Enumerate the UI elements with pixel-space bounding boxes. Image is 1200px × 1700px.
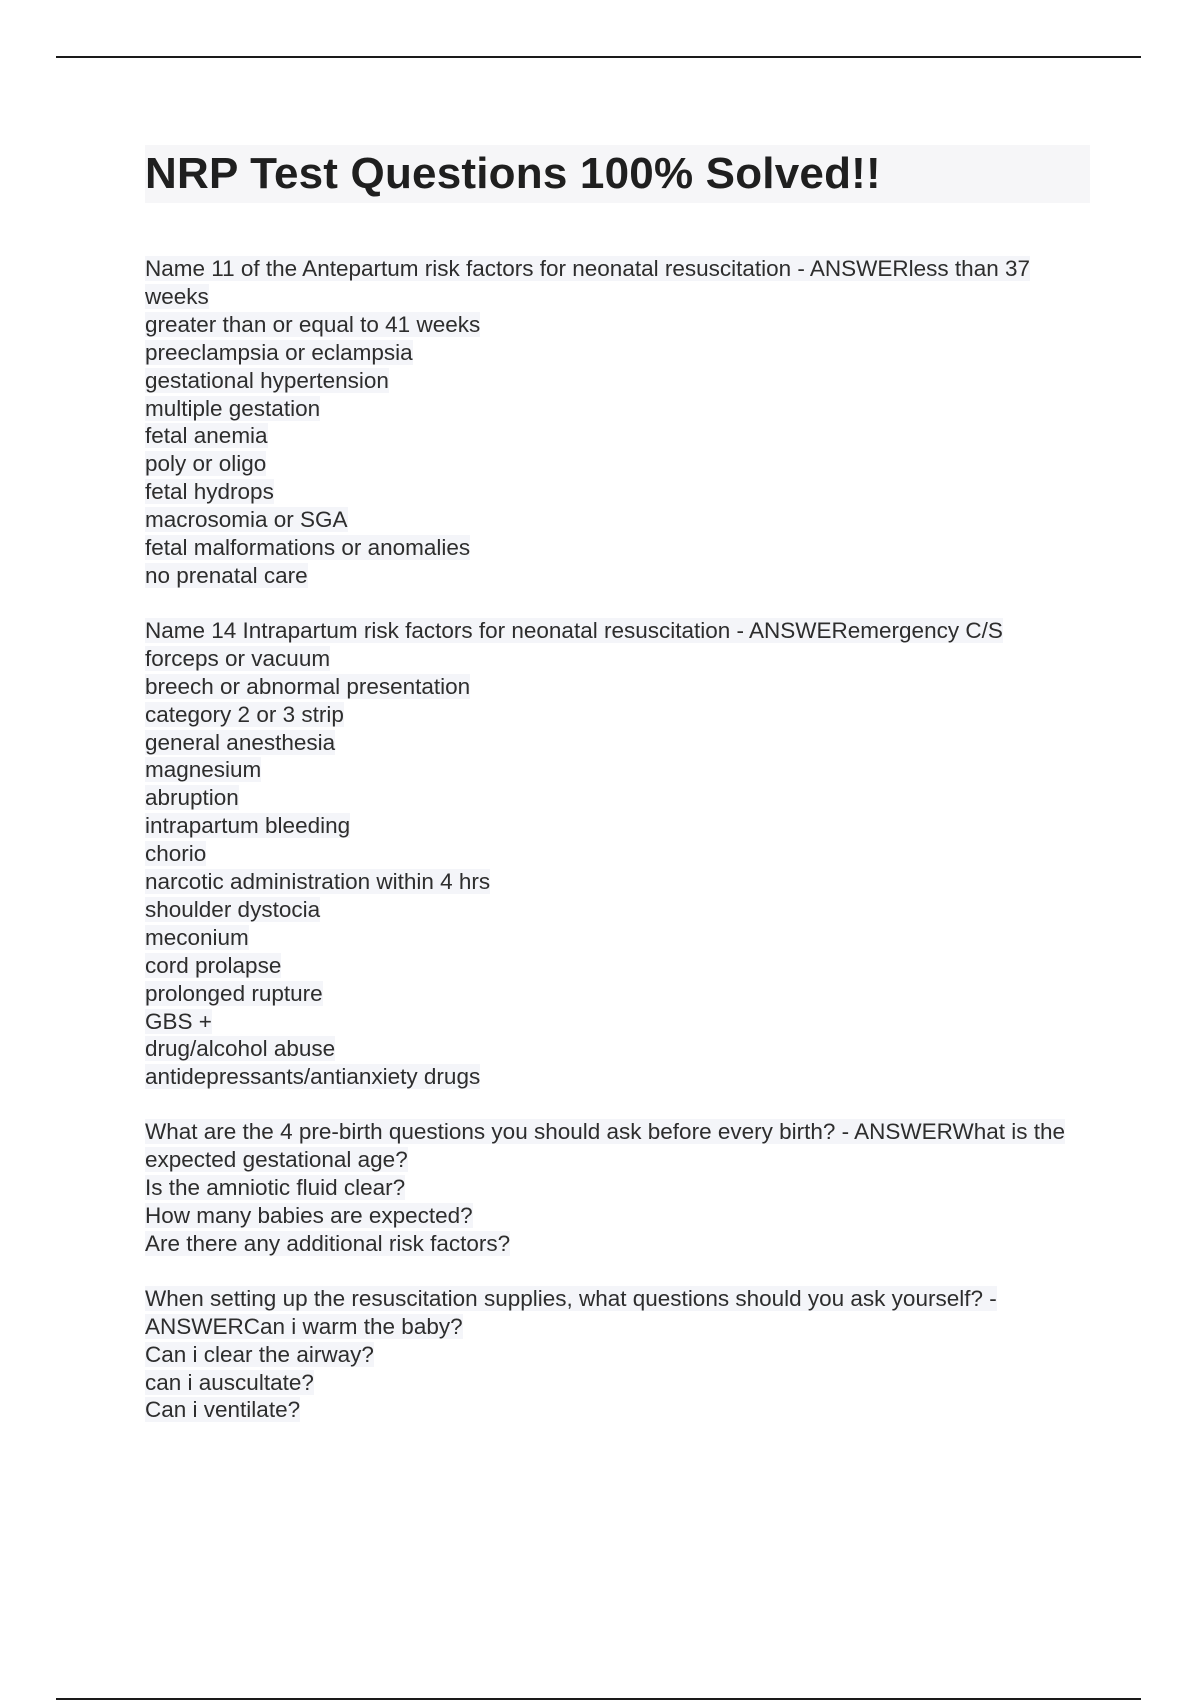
answer-line: fetal anemia — [145, 423, 268, 449]
answer-line: forceps or vacuum — [145, 645, 331, 671]
question-text: When setting up the resuscitation supplies, what questions should you ask yourself? - ANSWERCan i warm the baby? — [145, 1285, 997, 1339]
answer-line: drug/alcohol abuse — [145, 1036, 336, 1062]
answer-line: magnesium — [145, 757, 262, 783]
qa-block — [145, 617, 1090, 1091]
question-text: Name 11 of the Antepartum risk factors for neonatal resuscitation - ANSWERless than 37 weeks — [145, 256, 1031, 309]
answer-line: How many babies are expected? — [145, 1203, 473, 1228]
page-title: NRP Test Questions 100% Solved!! — [145, 145, 1090, 203]
answer-line: poly or oligo — [145, 451, 267, 477]
header-rule — [56, 56, 1141, 58]
answer-line: intrapartum bleeding — [145, 813, 351, 839]
question-text: Name 14 Intrapartum risk factors for neonatal resuscitation - ANSWERemergency C/S — [145, 617, 1003, 643]
answer-line: macrosomia or SGA — [145, 507, 348, 533]
question-text: What are the 4 pre-birth questions you should ask before every birth? - ANSWERWhat is the expected gestational age? — [145, 1119, 1066, 1173]
qa-block — [145, 1118, 1090, 1258]
answer-line: breech or abnormal presentation — [145, 673, 471, 699]
answer-line: Is the amniotic fluid clear? — [145, 1175, 406, 1201]
answer-line: GBS + — [145, 1008, 212, 1034]
answer-line: antidepressants/antianxiety drugs — [145, 1064, 481, 1090]
answer-line: fetal malformations or anomalies — [145, 535, 471, 561]
answer-line: narcotic administration within 4 hrs — [145, 869, 491, 895]
answer-line: gestational hypertension — [145, 367, 389, 393]
answer-line: general anesthesia — [145, 729, 336, 755]
answer-line: multiple gestation — [145, 395, 321, 421]
answer-line: fetal hydrops — [145, 479, 274, 505]
answer-line: prolonged rupture — [145, 980, 323, 1006]
document-body — [145, 145, 1090, 1424]
answer-line: no prenatal care — [145, 562, 308, 588]
answer-line: Can i clear the airway? — [145, 1341, 374, 1367]
answer-line: abruption — [145, 785, 239, 811]
answer-line: can i auscultate? — [145, 1369, 314, 1395]
answer-line: preeclampsia or eclampsia — [145, 339, 413, 365]
answer-line: chorio — [145, 841, 207, 867]
answer-line: greater than or equal to 41 weeks — [145, 311, 481, 337]
answer-line: meconium — [145, 924, 249, 950]
answer-line: Can i ventilate? — [145, 1397, 301, 1423]
answer-line: category 2 or 3 strip — [145, 701, 344, 727]
qa-block — [145, 1285, 1090, 1425]
qa-block — [145, 255, 1090, 590]
answer-line: cord prolapse — [145, 952, 282, 978]
answer-line: shoulder dystocia — [145, 896, 321, 922]
answer-line: Are there any additional risk factors? — [145, 1230, 511, 1256]
